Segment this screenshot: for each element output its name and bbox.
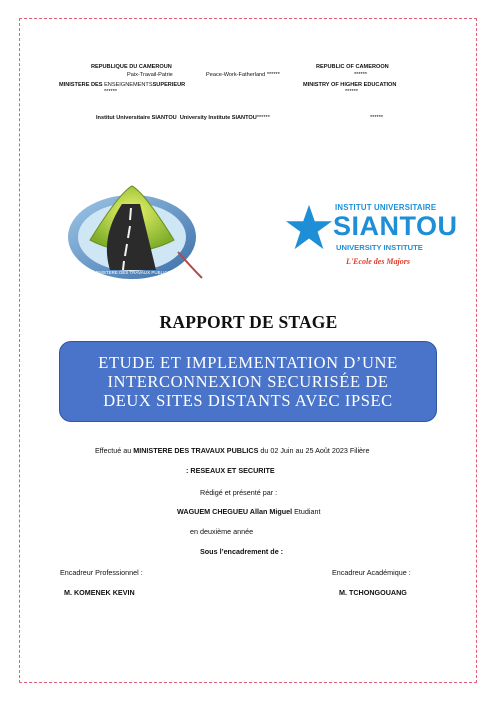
- header-left-stars: ******: [104, 89, 118, 95]
- header-left-motto: Paix-Travail-Patrie: [127, 72, 173, 78]
- internship-line: Effectué au MINISTERE DES TRAVAUX PUBLICS du 02 Juin au 25 Août 2023 Filière: [95, 446, 370, 455]
- header-left-ministry: MINISTERE DES ENSEIGNEMENTSSUPERIEUR: [59, 82, 186, 88]
- report-title: RAPPORT DE STAGE: [159, 312, 338, 332]
- siantou-name: SIANTOU: [333, 211, 458, 241]
- supervision-label: Sous l’encadrement de :: [200, 547, 284, 556]
- siantou-line3: UNIVERSITY INSTITUTE: [336, 243, 423, 252]
- siantou-motto: L'Ecole des Majors: [346, 257, 410, 266]
- header-left-country: REPUBLIQUE DU CAMEROUN: [91, 64, 172, 70]
- road-logo-ring-text: MINISTERE DES TRAVAUX PUBLICS: [93, 270, 171, 275]
- report-theme-box: [59, 341, 437, 422]
- ministry-road-logo: [60, 182, 210, 284]
- siantou-logo: [285, 196, 458, 278]
- pro-supervisor-label: Encadreur Professionnel :: [60, 568, 143, 577]
- pro-supervisor-name: M. KOMENEK KEVIN: [64, 588, 135, 597]
- theme-line-2: INTERCONNEXION SECURISÉE DE: [107, 372, 389, 391]
- student-line: WAGUEM CHEGUEU Allan Miguel Etudiant: [177, 507, 321, 516]
- theme-line-3: DEUX SITES DISTANTS AVEC IPSEC: [103, 391, 393, 410]
- header-right-stars-2: ******: [345, 89, 359, 95]
- header-right-ministry: MINISTRY OF HIGHER EDUCATION: [303, 82, 397, 88]
- academic-supervisor-name: M. TCHONGOUANG: [339, 588, 407, 597]
- star-icon: [285, 202, 333, 252]
- theme-line-1: ETUDE ET IMPLEMENTATION D’UNE: [98, 353, 398, 372]
- header-right-motto: Peace-Work-Fatherland ******: [206, 72, 280, 78]
- siantou-line1: INSTITUT UNIVERSITAIRE: [335, 203, 437, 212]
- institute-line: Institut Universitaire SIANTOU University Institute SIANTOU******: [96, 115, 270, 121]
- header-right-country: REPUBLIC OF CAMEROON: [316, 64, 389, 70]
- academic-supervisor-label: Encadreur Académique :: [332, 568, 411, 577]
- written-by-label: Rédigé et présenté par :: [200, 488, 278, 497]
- student-year: en deuxième année: [190, 527, 254, 536]
- institute-stars-right: ******: [370, 115, 384, 121]
- filiere-line: : RESEAUX ET SECURITE: [186, 466, 275, 475]
- header-right-stars: ******: [354, 72, 368, 78]
